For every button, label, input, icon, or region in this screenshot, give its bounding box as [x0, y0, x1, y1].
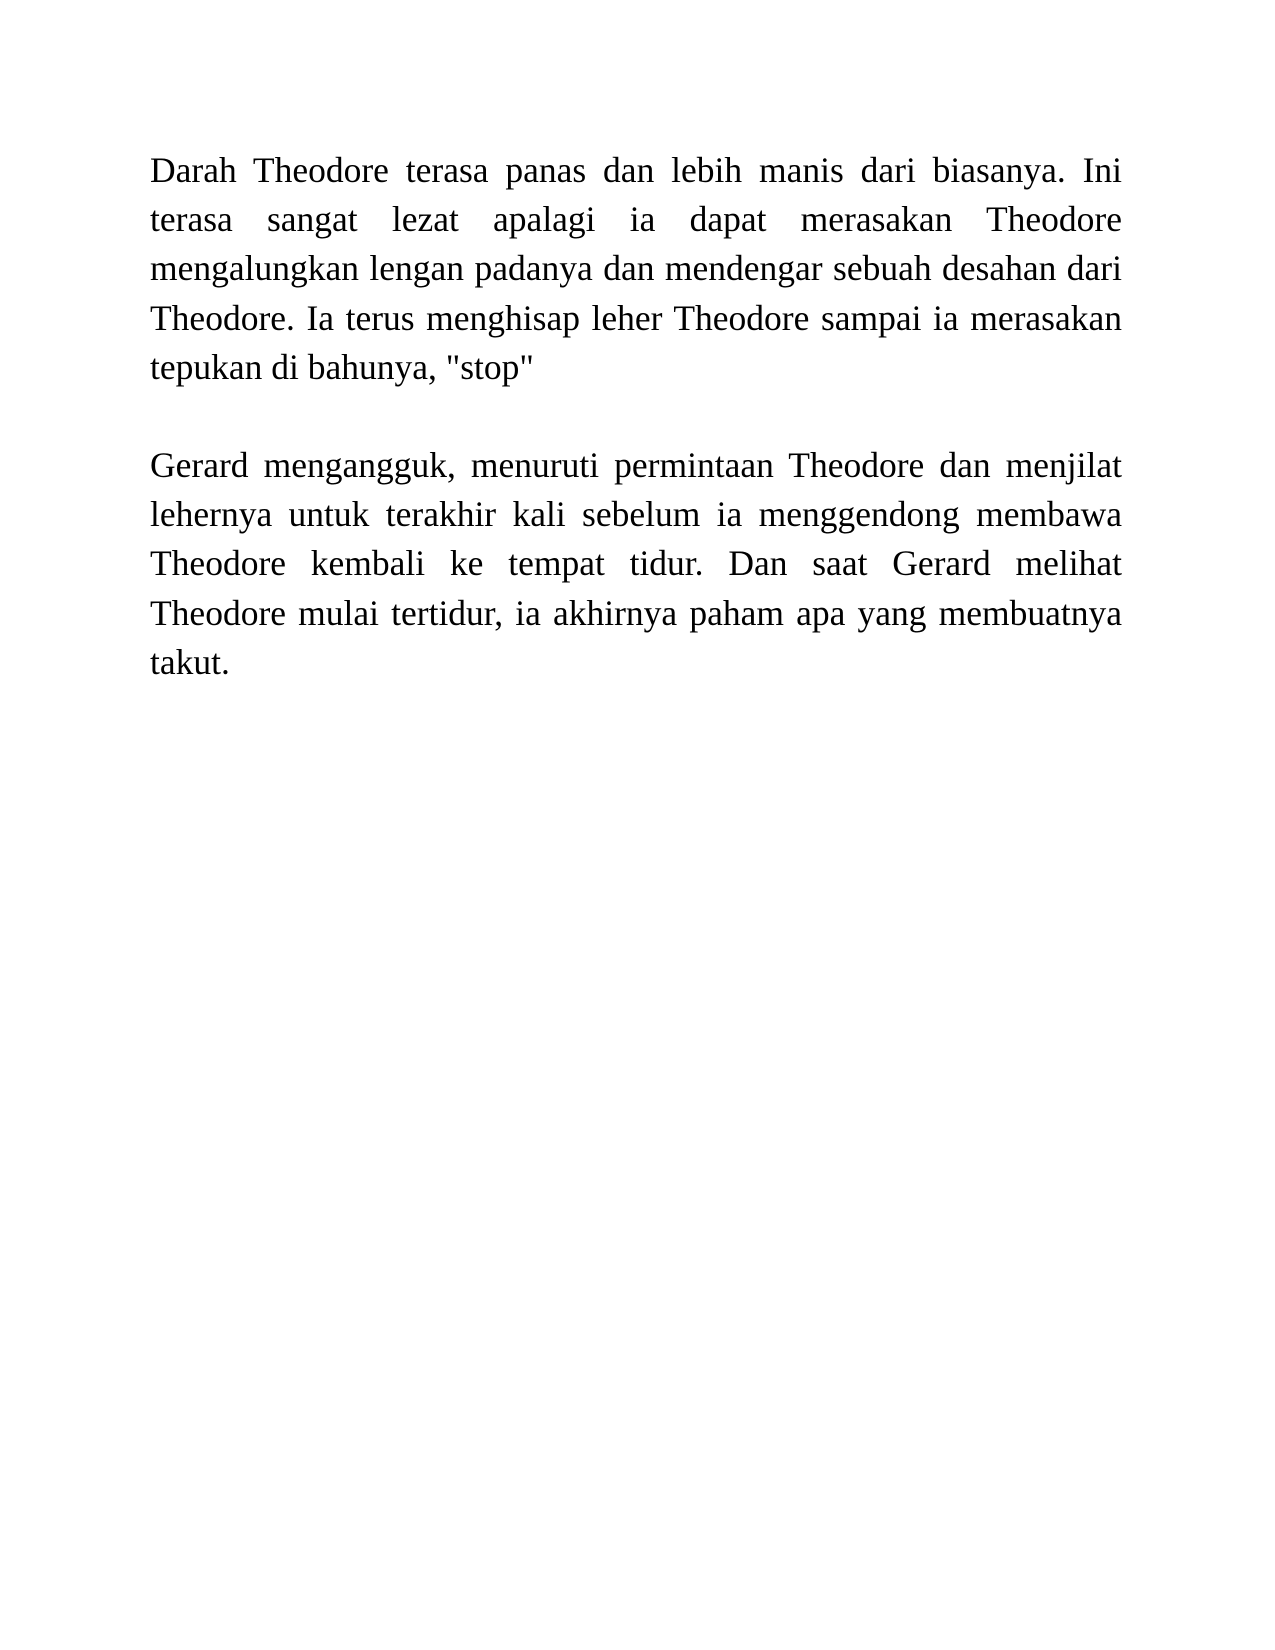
document-body: [150, 146, 1122, 736]
paragraph-2: Gerard mengangguk, menuruti permintaan Theodore dan menjilat lehernya untuk terakhir kali sebelum ia menggendong membawa Theodore kembali ke tempat tidur. Dan saat Gerard melihat Theodore mulai tertidur, ia akhirnya paham apa yang membuatnya takut.: [150, 445, 1122, 682]
paragraph-1: Darah Theodore terasa panas dan lebih manis dari biasanya. Ini terasa sangat lezat apalagi ia dapat merasakan Theodore mengalungkan lengan padanya dan mendengar sebuah desahan dari Theodore. Ia terus menghisap leher Theodore sampai ia merasakan tepukan di bahunya, "stop": [150, 150, 1122, 387]
